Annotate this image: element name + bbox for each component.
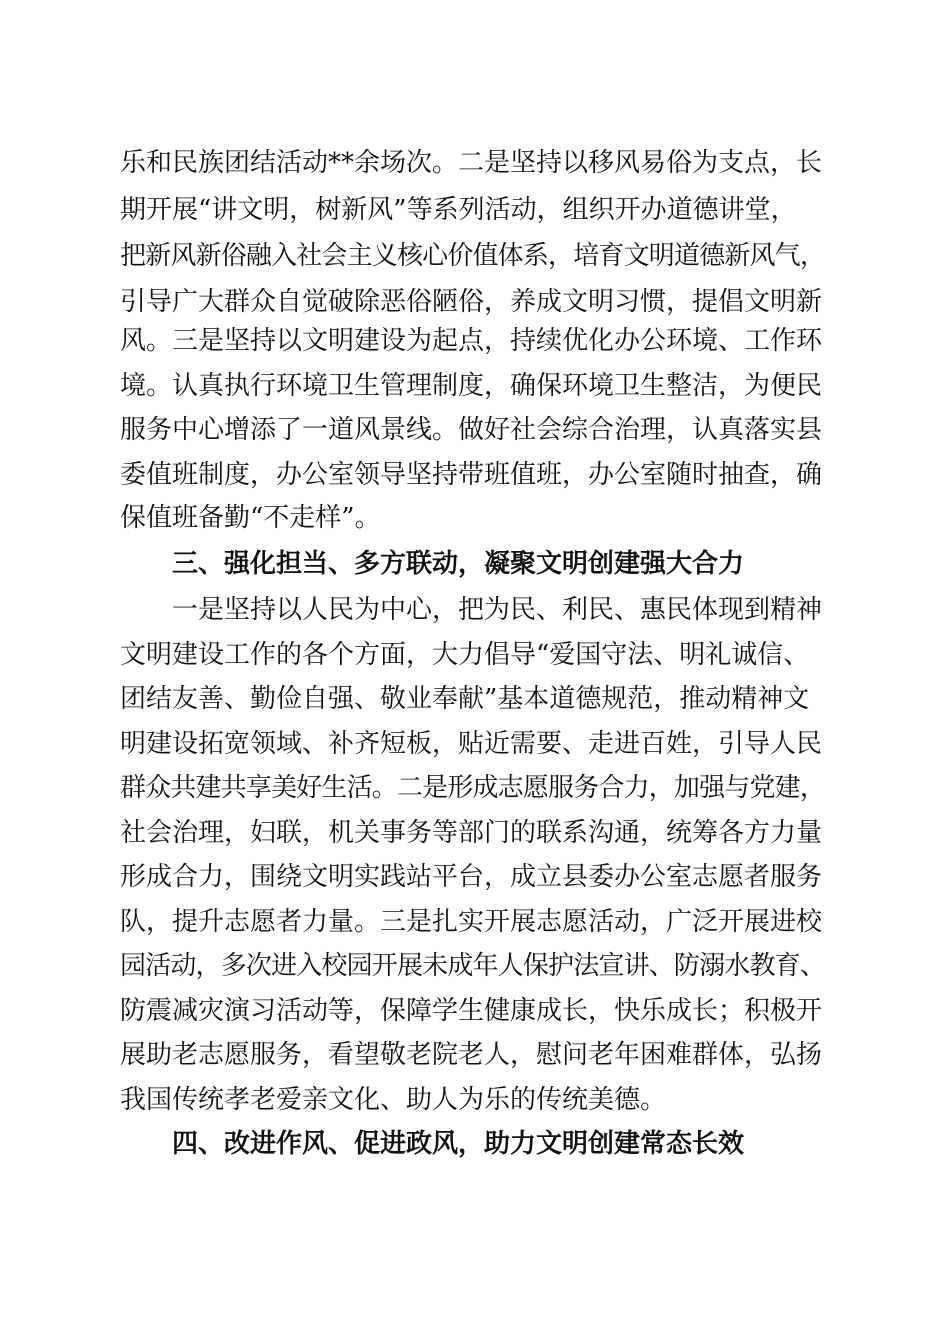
paragraph-line: 风。三是坚持以文明建设为起点，持续优化办公环境、工作环 xyxy=(120,326,823,356)
section-heading-3: 三、强化担当、多方联动，凝聚文明创建强大合力 xyxy=(172,549,745,579)
paragraph-line: 团结友善、勤俭自强、敬业奉献”基本道德规范，推动精神文 xyxy=(120,684,810,714)
paragraph-line: 引导广大群众自觉破除恶俗陋俗，养成文明习惯，提倡文明新 xyxy=(120,287,823,317)
paragraph-line: 园活动，多次进入校园开展未成年人保护法宣讲、防溺水教育、 xyxy=(120,951,826,981)
paragraph-line: 展助老志愿服务，看望敬老院老人，慰问老年困难群体，弘扬 xyxy=(120,1040,823,1070)
paragraph-line: 明建设拓宽领域、补齐短板，贴近需要、走进百姓，引导人民 xyxy=(120,729,823,759)
paragraph-line: 群众共建共享美好生活。二是形成志愿服务合力，加强与党建， xyxy=(120,773,826,803)
paragraph-line: 防震减灾演习活动等，保障学生健康成长，快乐成长；积极开 xyxy=(120,996,823,1026)
paragraph-line: 文明建设工作的各个方面，大力倡导“爱国守法、明礼诚信、 xyxy=(120,640,810,670)
paragraph-line: 乐和民族团结活动**余场次。二是坚持以移风易俗为支点，长 xyxy=(120,148,823,178)
section-heading-4: 四、改进作风、促进政风，助力文明创建常态长效 xyxy=(172,1129,745,1159)
paragraph-line: 期开展“讲文明，树新风”等系列活动，组织开办道德讲堂， xyxy=(120,195,797,225)
paragraph-line: 把新风新俗融入社会主义核心价值体系，培育文明道德新风气， xyxy=(120,241,826,271)
paragraph-line: 队，提升志愿者力量。三是扎实开展志愿活动，广泛开展进校 xyxy=(120,907,823,937)
paragraph-line: 社会治理，妇联，机关事务等部门的联系沟通，统筹各方力量 xyxy=(120,818,823,848)
paragraph-line: 委值班制度，办公室领导坚持带班值班，办公室随时抽查，确 xyxy=(120,460,823,490)
paragraph-line: 一是坚持以人民为中心，把为民、利民、惠民体现到精神 xyxy=(172,595,823,625)
paragraph-line: 服务中心增添了一道风景线。做好社会综合治理，认真落实县 xyxy=(120,415,823,445)
paragraph-line: 保值班备勤“不走样”。 xyxy=(120,503,381,533)
paragraph-line: 境。认真执行环境卫生管理制度，确保环境卫生整洁，为便民 xyxy=(120,371,823,401)
paragraph-line: 形成合力，围绕文明实践站平台，成立县委办公室志愿者服务 xyxy=(120,862,823,892)
paragraph-line: 我国传统孝老爱亲文化、助人为乐的传统美德。 xyxy=(120,1085,667,1115)
